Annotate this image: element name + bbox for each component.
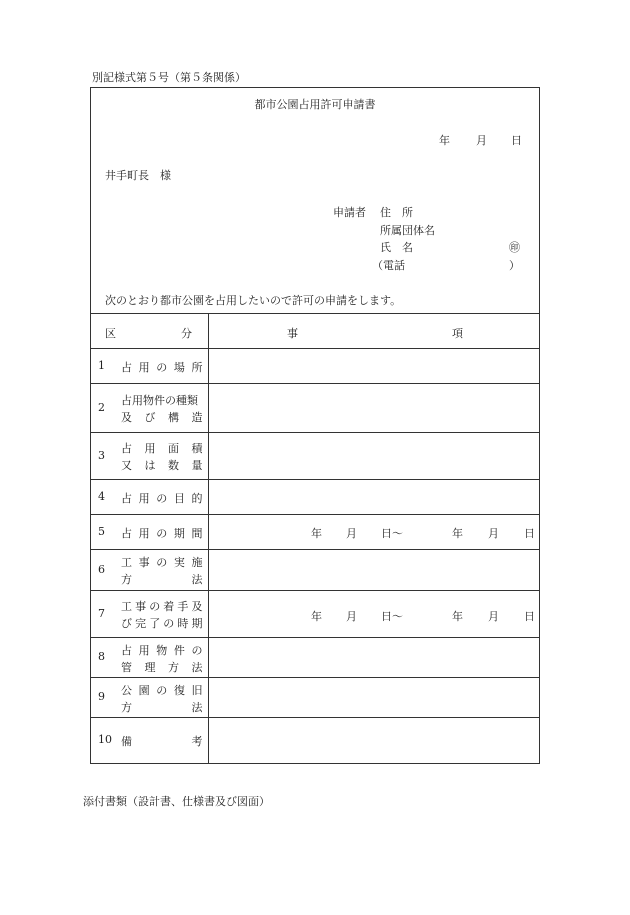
row-divider xyxy=(90,479,540,480)
row-label-char: 期 xyxy=(173,526,185,540)
date-month-label: 月 xyxy=(476,134,487,147)
row-label-char: 旧 xyxy=(191,683,203,697)
row-number: 8 xyxy=(98,650,105,663)
row-label-char: 及 xyxy=(121,411,132,424)
row-label-char: の xyxy=(156,556,168,569)
row-label-char: 間 xyxy=(191,526,203,540)
row-label-char: 復 xyxy=(173,683,185,697)
row-label-char: 方 xyxy=(168,660,179,674)
row-label-char: 理 xyxy=(144,660,156,674)
document-title: 都市公園占用許可申請書 xyxy=(254,98,376,111)
row-label-char: 件 xyxy=(173,643,185,657)
row-label-char: 及 xyxy=(191,600,203,613)
row-label-char: 考 xyxy=(191,735,203,748)
row-label-char: 備 xyxy=(121,735,132,748)
seal-mark: ㊞ xyxy=(509,241,520,254)
row-label-char: 占 xyxy=(121,526,132,540)
row-divider xyxy=(90,432,540,433)
row-label-char: 管 xyxy=(121,660,132,674)
row-number: 5 xyxy=(98,524,105,538)
row-number: 3 xyxy=(98,448,105,462)
addressee: 井手町長 様 xyxy=(105,169,171,182)
construction-start-month: 月 xyxy=(346,610,357,623)
address-label: 住 所 xyxy=(380,206,413,219)
row-number: 6 xyxy=(98,562,105,576)
row-label-char: 時 xyxy=(177,617,189,630)
header-details-char-1: 事 xyxy=(287,327,298,340)
construction-end-month: 月 xyxy=(488,610,499,623)
row-label-char: 用 xyxy=(138,526,150,540)
row-divider xyxy=(90,348,540,349)
row-label-char: 所 xyxy=(191,360,203,374)
date-year-label: 年 xyxy=(439,134,450,147)
row-number: 2 xyxy=(98,400,105,414)
period-start-day: 日〜 xyxy=(381,527,403,540)
row-label-char: 公 xyxy=(121,683,132,697)
row-label-char: 工 xyxy=(121,600,132,613)
row-divider xyxy=(90,677,540,678)
row-label-char: 用 xyxy=(144,442,156,455)
row-label-char: 事 xyxy=(138,556,150,569)
row-label-char: 園 xyxy=(138,683,150,697)
construction-start-year: 年 xyxy=(311,610,322,623)
row-label-char: 物 xyxy=(156,643,168,657)
organization-label: 所属団体名 xyxy=(380,224,435,237)
row-number: 10 xyxy=(98,733,112,746)
row-label-char: 法 xyxy=(191,573,203,586)
table-top-line xyxy=(90,313,540,314)
row-label-char: 施 xyxy=(191,556,203,569)
row-label-char: 占 xyxy=(121,643,132,657)
row-label-char: 完 xyxy=(135,617,147,630)
row-label-char: 用 xyxy=(138,643,150,657)
row-label-char: 用 xyxy=(138,360,150,374)
period-end-year: 年 xyxy=(452,527,463,540)
period-start-month: 月 xyxy=(346,527,357,540)
applicant-label: 申請者 xyxy=(333,206,366,219)
row-label-char: の xyxy=(156,360,168,374)
period-end-day: 日 xyxy=(524,527,535,540)
row-number: 7 xyxy=(98,606,105,620)
row-label-char: 的 xyxy=(191,491,203,505)
period-start-year: 年 xyxy=(311,527,322,540)
row-label-char: の xyxy=(149,600,161,613)
header-category-char-2: 分 xyxy=(181,327,192,340)
row-label-char: の xyxy=(156,683,168,697)
row-divider xyxy=(90,717,540,718)
construction-end-year: 年 xyxy=(452,610,463,623)
row-label-char: 積 xyxy=(191,442,203,455)
phone-close-paren: ） xyxy=(509,259,520,272)
header-details-char-2: 項 xyxy=(452,327,463,340)
row-label-char: 占 xyxy=(121,360,132,374)
row-number: 9 xyxy=(98,690,105,703)
header-category-char-1: 区 xyxy=(105,327,116,340)
row-label-char: 占 xyxy=(121,442,132,455)
form-number: 別記様式第５号（第５条関係） xyxy=(92,71,246,84)
row-label-char: の xyxy=(163,617,175,630)
row-label-char: は xyxy=(144,459,156,472)
row-label-char: 手 xyxy=(177,600,189,613)
row-label-char: 用 xyxy=(138,491,150,505)
row-label-char: 造 xyxy=(191,411,203,424)
application-form-frame xyxy=(90,87,540,764)
row-label-char: 期 xyxy=(191,617,203,630)
row-label-char: 又 xyxy=(121,459,132,472)
row-divider xyxy=(90,590,540,591)
row-divider xyxy=(90,514,540,515)
row-label-char: 方 xyxy=(121,700,132,714)
phone-label: （電話 xyxy=(372,259,405,272)
row-label-char: 事 xyxy=(135,600,147,613)
row-label-char: 占 xyxy=(121,491,132,505)
name-label: 氏 名 xyxy=(380,241,413,254)
row-label-char: 法 xyxy=(191,660,203,674)
attachments-note: 添付書類（設計書、仕様書及び図面） xyxy=(83,795,270,808)
period-end-month: 月 xyxy=(488,527,499,540)
row-divider xyxy=(90,637,540,638)
row-label-char: び xyxy=(144,411,156,424)
row-label-char: 方 xyxy=(121,573,132,586)
row-label-char: 構 xyxy=(168,411,179,424)
row-label-char: の xyxy=(156,491,168,505)
row-divider xyxy=(90,383,540,384)
row-label-char: 量 xyxy=(191,459,203,472)
construction-start-day: 日〜 xyxy=(381,610,403,623)
row-label-char: 着 xyxy=(163,600,175,613)
row-label-char: の xyxy=(191,643,203,657)
row-number: 4 xyxy=(98,489,105,503)
row-label-char: 面 xyxy=(168,442,179,455)
construction-end-day: 日 xyxy=(524,610,535,623)
row-label-char: 実 xyxy=(173,556,185,569)
row-number: 1 xyxy=(98,358,105,372)
application-statement: 次のとおり都市公園を占用したいので許可の申請をします。 xyxy=(105,294,402,307)
column-divider xyxy=(208,313,209,764)
row-label-char: 場 xyxy=(173,360,185,374)
row-label-text: 占用物件の種類 xyxy=(121,394,198,407)
row-label-char: 数 xyxy=(168,459,179,472)
row-label-char: び xyxy=(121,617,132,630)
date-day-label: 日 xyxy=(511,134,522,147)
row-label-char: 目 xyxy=(173,491,185,505)
row-label-char: 法 xyxy=(191,700,203,714)
row-label-char: 了 xyxy=(149,617,161,630)
row-divider xyxy=(90,549,540,550)
row-label-char: の xyxy=(156,526,168,540)
row-label-char: 工 xyxy=(121,556,132,569)
